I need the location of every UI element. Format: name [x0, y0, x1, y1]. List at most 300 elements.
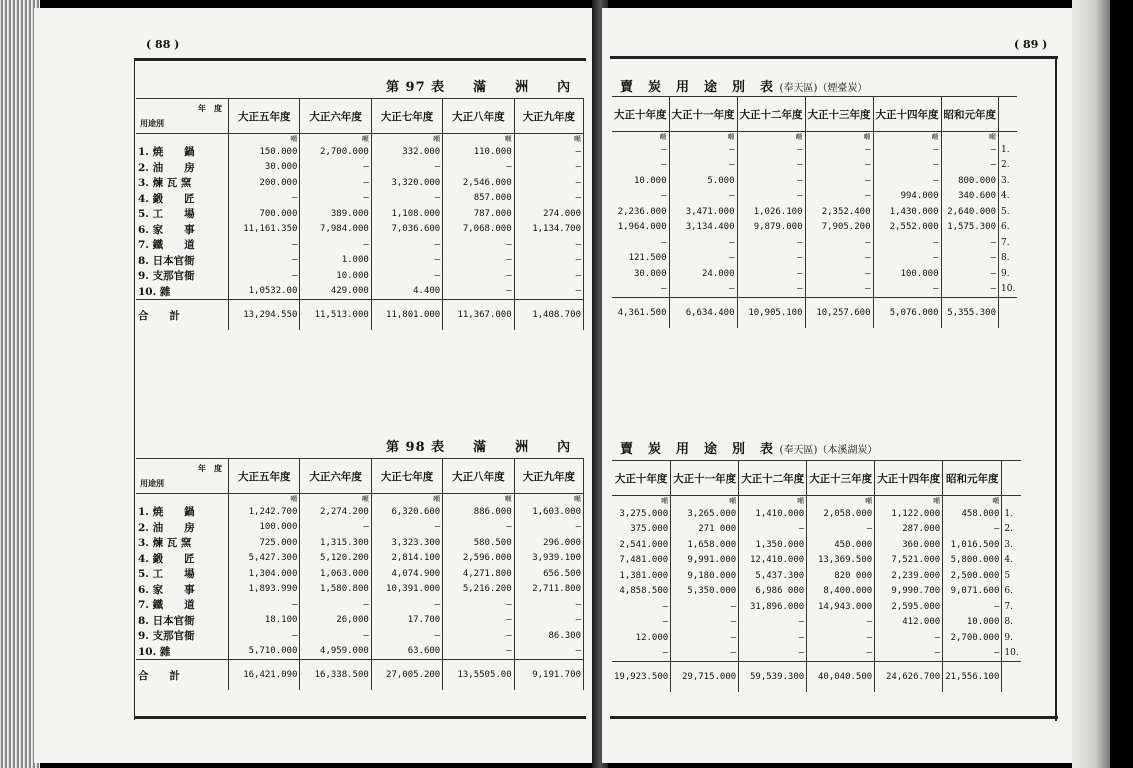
- table-cell: 10.000: [612, 173, 669, 189]
- corner-header: [136, 99, 229, 134]
- table-cell: 2,700.000: [300, 144, 371, 160]
- column-header: 大正八年度: [443, 459, 514, 494]
- table-cell: 2,596.000: [443, 551, 514, 567]
- unit-row: [612, 496, 1021, 507]
- table-cell: 2,595.000: [875, 599, 943, 615]
- table-97: [136, 98, 584, 330]
- table-cell: 7,036.600: [371, 222, 442, 238]
- table-cell: —: [943, 522, 1002, 538]
- table-cell: —: [943, 599, 1002, 615]
- row-label: 9. 支那官衙: [136, 268, 229, 284]
- column-header: 大正七年度: [371, 459, 442, 494]
- table-cell: —: [805, 235, 873, 251]
- table-cell: —: [671, 615, 739, 631]
- table-cell: —: [371, 268, 442, 284]
- table-cell: 340.600: [941, 189, 999, 205]
- row-number: 5.: [1001, 206, 1010, 217]
- unit-label: 噸: [943, 496, 1002, 507]
- table-cell: —: [807, 522, 875, 538]
- total-cell: 29,715.000: [671, 662, 739, 693]
- table-cell: 6,986 000: [739, 584, 807, 600]
- table-cell: —: [300, 237, 371, 253]
- table-cell: 24.000: [669, 266, 737, 282]
- table-cell: —: [371, 628, 442, 644]
- table-cell: 1,134.700: [514, 222, 583, 238]
- table-cell: —: [514, 644, 583, 660]
- table-cell: —: [739, 615, 807, 631]
- row-number: 1.: [1001, 144, 1010, 155]
- table-cell: —: [229, 268, 300, 284]
- table-cell: 5,800.000: [943, 553, 1002, 569]
- page-number: ( 88 ): [146, 38, 180, 51]
- table-cell: 2,546.000: [443, 175, 514, 191]
- table-cell: —: [443, 237, 514, 253]
- table-cell: 450.000: [807, 537, 875, 553]
- unit-label: 噸: [612, 496, 671, 507]
- row-number: 4.: [1004, 555, 1013, 566]
- table-cell: —: [612, 235, 669, 251]
- row-number: 8.: [1004, 617, 1013, 628]
- table-cell: —: [612, 189, 669, 205]
- column-header: 昭和元年度: [941, 97, 999, 132]
- table-cell: —: [514, 160, 583, 176]
- table-cell: —: [229, 597, 300, 613]
- table-cell: —: [737, 235, 805, 251]
- table-row: [612, 646, 1021, 662]
- table-cell: 9,071.600: [943, 584, 1002, 600]
- table-cell: —: [371, 160, 442, 176]
- table-cell: —: [669, 142, 737, 158]
- table-cell: 17.700: [371, 613, 442, 629]
- table-cell: 3,134.400: [669, 220, 737, 236]
- row-number: 9.: [1001, 268, 1010, 279]
- row-number: 7.: [1001, 237, 1010, 248]
- table-cell: —: [612, 646, 671, 662]
- table-cell: 26,000: [300, 613, 371, 629]
- table-cell: 63.600: [371, 644, 442, 660]
- table-cell: 857.000: [443, 191, 514, 207]
- table-cell: —: [514, 597, 583, 613]
- table-cell: —: [737, 189, 805, 205]
- table-cell: 1,410.000: [739, 506, 807, 522]
- table-cell: 3,275.000: [612, 506, 671, 522]
- column-header: 大正十二年度: [737, 97, 805, 132]
- row-number: 6.: [1004, 586, 1013, 597]
- table-cell: 1,063.000: [300, 566, 371, 582]
- table-row: [136, 191, 584, 207]
- table-cell: 110.000: [443, 144, 514, 160]
- table-row: [136, 628, 584, 644]
- table-cell: 6,320.600: [371, 504, 442, 520]
- table-cell: 375.000: [612, 522, 671, 538]
- table-cell: 3,323.300: [371, 535, 442, 551]
- column-header: 大正十年度: [612, 461, 671, 496]
- table-row: [136, 253, 584, 269]
- table-cell: 725.000: [229, 535, 300, 551]
- unit-spacer: [136, 134, 229, 145]
- table-cell: —: [669, 282, 737, 298]
- right-rule: [1055, 56, 1057, 721]
- table-row: [136, 222, 584, 238]
- row-label: 1. 焼 鍋: [136, 504, 229, 520]
- top-rule: [134, 58, 586, 61]
- row-number: 10.: [1001, 284, 1016, 295]
- table-cell: —: [941, 282, 999, 298]
- column-header: 大正十四年度: [875, 461, 943, 496]
- table-cell: 2,274.200: [300, 504, 371, 520]
- table-cell: 994.000: [873, 189, 941, 205]
- table-row: [612, 204, 1017, 220]
- table-cell: 458.000: [943, 506, 1002, 522]
- table-97-title: 第 97 表 滿 洲 內: [386, 80, 572, 95]
- column-header: 大正五年度: [229, 99, 300, 134]
- table-cell: 9,879.000: [737, 220, 805, 236]
- column-header: 大正十一年度: [671, 461, 739, 496]
- table-cell: 7,984.000: [300, 222, 371, 238]
- table-cell: —: [941, 235, 999, 251]
- total-spacer: [1002, 662, 1021, 693]
- table-cell: 1,304.000: [229, 566, 300, 582]
- row-label: 4. 鍛 匠: [136, 191, 229, 207]
- table-cell: —: [805, 142, 873, 158]
- table-cell: —: [737, 282, 805, 298]
- unit-label: 噸: [300, 134, 371, 145]
- table-cell: 5.000: [669, 173, 737, 189]
- table-cell: 200.000: [229, 175, 300, 191]
- row-number: 8.: [1001, 253, 1010, 264]
- unit-spacer: [136, 494, 229, 505]
- table-right-1: [612, 96, 1017, 328]
- table-cell: 700.000: [229, 206, 300, 222]
- table-cell: 8,400.000: [807, 584, 875, 600]
- row-label: 7. 鐵 道: [136, 237, 229, 253]
- table-cell: 2,814.100: [371, 551, 442, 567]
- column-header: 大正九年度: [514, 459, 583, 494]
- total-cell: 5,076.000: [873, 298, 941, 329]
- table-cell: —: [873, 142, 941, 158]
- table-cell: —: [229, 628, 300, 644]
- table-cell: 274.000: [514, 206, 583, 222]
- column-header: 大正十二年度: [739, 461, 807, 496]
- table-cell: —: [669, 235, 737, 251]
- table-cell: —: [805, 266, 873, 282]
- column-header: 大正十三年度: [807, 461, 875, 496]
- table-cell: 10,391.000: [371, 582, 442, 598]
- row-number: 3.: [1001, 175, 1010, 186]
- table-cell: —: [371, 253, 442, 269]
- table-cell: 2,058.000: [807, 506, 875, 522]
- total-cell: 4,361.500: [612, 298, 669, 329]
- table-cell: 7,905.200: [805, 220, 873, 236]
- total-cell: 16,338.500: [300, 660, 371, 691]
- table-cell: 5,350.000: [671, 584, 739, 600]
- column-header: 大正五年度: [229, 459, 300, 494]
- row-number: 10.: [1004, 648, 1019, 659]
- unit-label: 噸: [371, 134, 442, 145]
- row-label: 1. 焼 鍋: [136, 144, 229, 160]
- total-cell: 11,801.000: [371, 300, 442, 331]
- table-cell: 1,575.300: [941, 220, 999, 236]
- table-cell: —: [805, 251, 873, 267]
- table-row: [136, 520, 584, 536]
- table-row: [136, 551, 584, 567]
- table-cell: 1,108.000: [371, 206, 442, 222]
- table-cell: —: [514, 520, 583, 536]
- unit-row: [136, 494, 584, 505]
- total-cell: 10,257.600: [805, 298, 873, 329]
- row-label: 2. 油 房: [136, 520, 229, 536]
- table-cell: 800.000: [941, 173, 999, 189]
- table-cell: —: [941, 142, 999, 158]
- table-cell: —: [300, 160, 371, 176]
- table-cell: —: [514, 253, 583, 269]
- total-cell: 19,923.500: [612, 662, 671, 693]
- table-cell: —: [941, 158, 999, 174]
- table-cell: 12.000: [612, 630, 671, 646]
- column-header: 大正七年度: [371, 99, 442, 134]
- total-cell: 59,539.300: [739, 662, 807, 693]
- table-cell: 360.000: [875, 537, 943, 553]
- table-cell: —: [873, 173, 941, 189]
- table-cell: 150.000: [229, 144, 300, 160]
- unit-label: 噸: [612, 132, 669, 143]
- bottom-rule: [610, 716, 1058, 719]
- table-cell: 3,265.000: [671, 506, 739, 522]
- table-cell: —: [300, 191, 371, 207]
- table-cell: 9,180.000: [671, 568, 739, 584]
- table-cell: 2,552.000: [873, 220, 941, 236]
- table-cell: —: [612, 599, 671, 615]
- header-row: [612, 461, 1021, 496]
- table-cell: 4,959.000: [300, 644, 371, 660]
- table-cell: 1,242.700: [229, 504, 300, 520]
- table-cell: 121.500: [612, 251, 669, 267]
- unit-label: 噸: [514, 134, 583, 145]
- table-cell: 1,350.000: [739, 537, 807, 553]
- page-number: ( 89 ): [1014, 38, 1048, 51]
- table-cell: —: [443, 628, 514, 644]
- table-cell: —: [514, 144, 583, 160]
- table-row: [612, 189, 1017, 205]
- table-cell: 7,521.000: [875, 553, 943, 569]
- table-cell: 886.000: [443, 504, 514, 520]
- table-cell: —: [737, 251, 805, 267]
- table-cell: —: [443, 613, 514, 629]
- table-cell: 14,943.000: [807, 599, 875, 615]
- table-cell: 7,481.000: [612, 553, 671, 569]
- table-cell: 86.300: [514, 628, 583, 644]
- table-cell: —: [612, 158, 669, 174]
- table-cell: —: [941, 266, 999, 282]
- table-row: [136, 613, 584, 629]
- column-header: 大正六年度: [300, 459, 371, 494]
- table-row: [612, 568, 1021, 584]
- total-cell: 27,005.200: [371, 660, 442, 691]
- table-cell: —: [371, 237, 442, 253]
- table-cell: 2,711.800: [514, 582, 583, 598]
- table-row: [136, 144, 584, 160]
- table-cell: 2,500.000: [943, 568, 1002, 584]
- total-cell: 5,355.300: [941, 298, 999, 329]
- total-row: [136, 300, 584, 331]
- table-cell: 2,239.000: [875, 568, 943, 584]
- table-row: [612, 251, 1017, 267]
- unit-label: 噸: [443, 494, 514, 505]
- column-header: 大正六年度: [300, 99, 371, 134]
- row-number: 6.: [1001, 222, 1010, 233]
- table-cell: 429.000: [300, 284, 371, 300]
- table-cell: 5,710.000: [229, 644, 300, 660]
- table-cell: 12,410.000: [739, 553, 807, 569]
- table-cell: —: [612, 615, 671, 631]
- table-cell: 10.000: [300, 268, 371, 284]
- column-header: 大正九年度: [514, 99, 583, 134]
- table-cell: —: [229, 237, 300, 253]
- table-cell: —: [443, 268, 514, 284]
- unit-label: 噸: [807, 496, 875, 507]
- table-cell: —: [941, 251, 999, 267]
- top-rule: [610, 56, 1058, 59]
- table-row: [136, 504, 584, 520]
- table-cell: —: [943, 646, 1002, 662]
- row-number: 2.: [1001, 160, 1010, 171]
- header-row: [612, 97, 1017, 132]
- table-cell: 332.000: [371, 144, 442, 160]
- table-cell: 4,074.900: [371, 566, 442, 582]
- table-row: [612, 584, 1021, 600]
- table-cell: 1,430.000: [873, 204, 941, 220]
- table-row: [136, 597, 584, 613]
- table-cell: 4.400: [371, 284, 442, 300]
- corner-left: 用途別: [140, 478, 164, 488]
- row-number: 7.: [1004, 601, 1013, 612]
- left-rule: [134, 60, 135, 720]
- row-label: 3. 煉 瓦 窯: [136, 175, 229, 191]
- table-row: [136, 566, 584, 582]
- table-cell: —: [805, 282, 873, 298]
- row-label: 9. 支那官衙: [136, 628, 229, 644]
- table-cell: 1,122.000: [875, 506, 943, 522]
- table-cell: 412.000: [875, 615, 943, 631]
- table-cell: —: [873, 158, 941, 174]
- row-number: 5: [1004, 570, 1011, 581]
- corner-top: 年 度: [198, 103, 222, 113]
- row-label: 10. 雜: [136, 644, 229, 660]
- book-right-edge: [1072, 0, 1110, 768]
- unit-label: 噸: [229, 134, 300, 145]
- table-cell: 30.000: [612, 266, 669, 282]
- unit-label: 噸: [229, 494, 300, 505]
- table-cell: —: [371, 520, 442, 536]
- unit-label: 噸: [669, 132, 737, 143]
- table-cell: —: [739, 522, 807, 538]
- total-row: [612, 298, 1017, 329]
- table-cell: 1,381.000: [612, 568, 671, 584]
- table-row: [612, 506, 1021, 522]
- table-cell: 1,964.000: [612, 220, 669, 236]
- table-right-2-title: 賣 炭 用 途 別 表 (奉天區)（本溪湖炭）: [620, 442, 878, 457]
- table-cell: 3,939.100: [514, 551, 583, 567]
- table-cell: —: [443, 160, 514, 176]
- bottom-rule: [134, 716, 586, 719]
- table-row: [136, 284, 584, 300]
- column-header: 大正十年度: [612, 97, 669, 132]
- unit-row: [612, 132, 1017, 143]
- table-cell: —: [737, 158, 805, 174]
- table-row: [136, 582, 584, 598]
- table-cell: —: [805, 173, 873, 189]
- row-label: 3. 煉 瓦 窯: [136, 535, 229, 551]
- table-row: [136, 535, 584, 551]
- table-cell: —: [229, 191, 300, 207]
- table-cell: 11,161.350: [229, 222, 300, 238]
- row-number: 3.: [1004, 539, 1013, 550]
- table-cell: 1,016.500: [943, 537, 1002, 553]
- total-cell: 6,634.400: [669, 298, 737, 329]
- table-cell: 18.100: [229, 613, 300, 629]
- row-label: 8. 日本官衙: [136, 253, 229, 269]
- table-cell: —: [737, 142, 805, 158]
- total-label: 合 計: [136, 660, 229, 691]
- table-cell: —: [875, 646, 943, 662]
- table-cell: —: [612, 282, 669, 298]
- table-cell: 5,120.200: [300, 551, 371, 567]
- total-cell: 10,905.100: [737, 298, 805, 329]
- table-row: [612, 158, 1017, 174]
- table-cell: 1,580.800: [300, 582, 371, 598]
- table-cell: —: [669, 251, 737, 267]
- table-row: [612, 220, 1017, 236]
- total-row: [136, 660, 584, 691]
- table-row: [136, 206, 584, 222]
- unit-spacer: [999, 132, 1018, 143]
- total-cell: 13,5505.00: [443, 660, 514, 691]
- unit-row: [136, 134, 584, 145]
- row-number-header: [999, 97, 1018, 132]
- row-number: 2.: [1004, 524, 1013, 535]
- table-cell: 820 000: [807, 568, 875, 584]
- table-cell: —: [514, 237, 583, 253]
- table-cell: —: [671, 646, 739, 662]
- table-row: [136, 268, 584, 284]
- table-row: [136, 160, 584, 176]
- unit-label: 噸: [875, 496, 943, 507]
- unit-spacer: [1002, 496, 1021, 507]
- total-cell: 9,191.700: [514, 660, 583, 691]
- corner-left: 用途別: [140, 118, 164, 128]
- table-cell: 100.000: [873, 266, 941, 282]
- table-row: [612, 630, 1021, 646]
- column-header: 大正十一年度: [669, 97, 737, 132]
- table-cell: —: [514, 191, 583, 207]
- table-cell: 3,471.000: [669, 204, 737, 220]
- table-right-2: [612, 460, 1021, 692]
- table-row: [612, 142, 1017, 158]
- table-cell: —: [300, 520, 371, 536]
- table-cell: 5,437.300: [739, 568, 807, 584]
- table-cell: —: [739, 646, 807, 662]
- table-cell: —: [229, 253, 300, 269]
- table-cell: 656.500: [514, 566, 583, 582]
- table-cell: —: [671, 630, 739, 646]
- table-row: [612, 553, 1021, 569]
- table-cell: 31,896.000: [739, 599, 807, 615]
- table-row: [612, 282, 1017, 298]
- table-cell: —: [807, 615, 875, 631]
- table-cell: —: [873, 251, 941, 267]
- table-right-1-title: 賣 炭 用 途 別 表 (奉天區)（煙臺炭）: [620, 80, 868, 95]
- table-cell: 5,427.300: [229, 551, 300, 567]
